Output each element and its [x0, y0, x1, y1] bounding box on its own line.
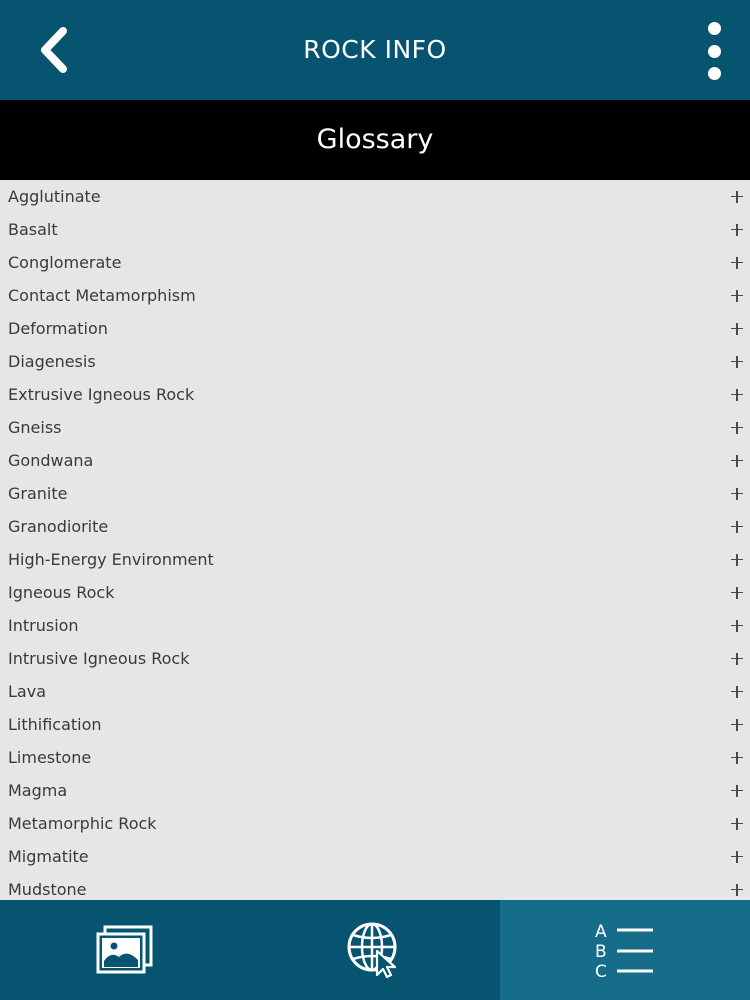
- expand-button[interactable]: [730, 807, 744, 840]
- expand-button[interactable]: [730, 576, 744, 609]
- plus-icon: [731, 686, 743, 698]
- plus-icon: [731, 554, 743, 566]
- expand-button[interactable]: [730, 444, 744, 477]
- expand-button[interactable]: [730, 279, 744, 312]
- plus-icon: [731, 323, 743, 335]
- page-title: ROCK INFO: [303, 35, 447, 64]
- expand-button[interactable]: [730, 543, 744, 576]
- glossary-term: Granite: [8, 484, 68, 503]
- more-vertical-icon-dot: [708, 67, 721, 80]
- tab-globe[interactable]: [250, 900, 500, 1000]
- glossary-item[interactable]: [0, 312, 750, 345]
- tab-glossary[interactable]: [500, 900, 750, 1000]
- abc-letter-b: B: [595, 942, 607, 962]
- glossary-item[interactable]: [0, 444, 750, 477]
- glossary-item[interactable]: [0, 543, 750, 576]
- glossary-term: Lava: [8, 682, 46, 701]
- plus-icon: [731, 818, 743, 830]
- glossary-item[interactable]: [0, 675, 750, 708]
- expand-button[interactable]: [730, 477, 744, 510]
- glossary-term: Lithification: [8, 715, 102, 734]
- abc-list-icon: [593, 921, 657, 979]
- plus-icon: [731, 224, 743, 236]
- glossary-item[interactable]: [0, 510, 750, 543]
- expand-button[interactable]: [730, 708, 744, 741]
- glossary-term: Conglomerate: [8, 253, 122, 272]
- plus-icon: [731, 620, 743, 632]
- plus-icon: [731, 257, 743, 269]
- glossary-item[interactable]: [0, 279, 750, 312]
- abc-letter-c: C: [595, 962, 607, 979]
- more-vertical-icon: [708, 22, 721, 35]
- glossary-term: Magma: [8, 781, 68, 800]
- globe-pointer-icon: [346, 921, 404, 979]
- expand-button[interactable]: [730, 675, 744, 708]
- glossary-term: Diagenesis: [8, 352, 96, 371]
- expand-button[interactable]: [730, 840, 744, 873]
- section-title: Glossary: [0, 100, 750, 180]
- glossary-item[interactable]: [0, 180, 750, 213]
- plus-icon: [731, 884, 743, 896]
- glossary-term: Metamorphic Rock: [8, 814, 157, 833]
- glossary-term: Migmatite: [8, 847, 89, 866]
- glossary-term: High-Energy Environment: [8, 550, 214, 569]
- glossary-term: Gondwana: [8, 451, 94, 470]
- tab-gallery[interactable]: [0, 900, 250, 1000]
- plus-icon: [731, 587, 743, 599]
- expand-button[interactable]: [730, 510, 744, 543]
- glossary-item[interactable]: [0, 642, 750, 675]
- glossary-item[interactable]: [0, 741, 750, 774]
- glossary-term: Igneous Rock: [8, 583, 115, 602]
- expand-button[interactable]: [730, 312, 744, 345]
- plus-icon: [731, 851, 743, 863]
- expand-button[interactable]: [730, 180, 744, 213]
- glossary-term: Extrusive Igneous Rock: [8, 385, 195, 404]
- abc-letter-a: A: [595, 922, 607, 942]
- plus-icon: [731, 389, 743, 401]
- plus-icon: [731, 356, 743, 368]
- glossary-item[interactable]: [0, 345, 750, 378]
- expand-button[interactable]: [730, 345, 744, 378]
- glossary-term: Intrusion: [8, 616, 79, 635]
- glossary-item[interactable]: [0, 213, 750, 246]
- glossary-item[interactable]: [0, 609, 750, 642]
- expand-button[interactable]: [730, 411, 744, 444]
- expand-button[interactable]: [730, 873, 744, 900]
- glossary-item[interactable]: [0, 246, 750, 279]
- plus-icon: [731, 719, 743, 731]
- plus-icon: [731, 653, 743, 665]
- glossary-term: Contact Metamorphism: [8, 286, 196, 305]
- glossary-item[interactable]: [0, 840, 750, 873]
- glossary-item[interactable]: [0, 774, 750, 807]
- plus-icon: [731, 422, 743, 434]
- plus-icon: [731, 455, 743, 467]
- glossary-term: Granodiorite: [8, 517, 109, 536]
- expand-button[interactable]: [730, 213, 744, 246]
- bottom-nav: [0, 900, 750, 1000]
- plus-icon: [731, 785, 743, 797]
- gallery-icon: [95, 925, 155, 975]
- expand-button[interactable]: [730, 642, 744, 675]
- plus-icon: [731, 488, 743, 500]
- glossary-term: Basalt: [8, 220, 58, 239]
- plus-icon: [731, 191, 743, 203]
- plus-icon: [731, 290, 743, 302]
- plus-icon: [731, 752, 743, 764]
- glossary-list[interactable]: [0, 180, 750, 900]
- glossary-item[interactable]: [0, 411, 750, 444]
- glossary-item[interactable]: [0, 477, 750, 510]
- expand-button[interactable]: [730, 774, 744, 807]
- glossary-term: Deformation: [8, 319, 108, 338]
- glossary-term: Mudstone: [8, 880, 87, 899]
- expand-button[interactable]: [730, 378, 744, 411]
- more-vertical-icon-dot: [708, 45, 721, 58]
- glossary-term: Gneiss: [8, 418, 62, 437]
- expand-button[interactable]: [730, 246, 744, 279]
- glossary-term: Intrusive Igneous Rock: [8, 649, 190, 668]
- glossary-term: Limestone: [8, 748, 92, 767]
- glossary-item[interactable]: [0, 708, 750, 741]
- glossary-item[interactable]: [0, 807, 750, 840]
- plus-icon: [731, 521, 743, 533]
- more-options-button[interactable]: [692, 18, 736, 84]
- glossary-item[interactable]: [0, 576, 750, 609]
- glossary-item[interactable]: [0, 873, 750, 900]
- top-app-bar: [0, 0, 750, 100]
- expand-button[interactable]: [730, 741, 744, 774]
- glossary-term: Agglutinate: [8, 187, 101, 206]
- expand-button[interactable]: [730, 609, 744, 642]
- glossary-item[interactable]: [0, 378, 750, 411]
